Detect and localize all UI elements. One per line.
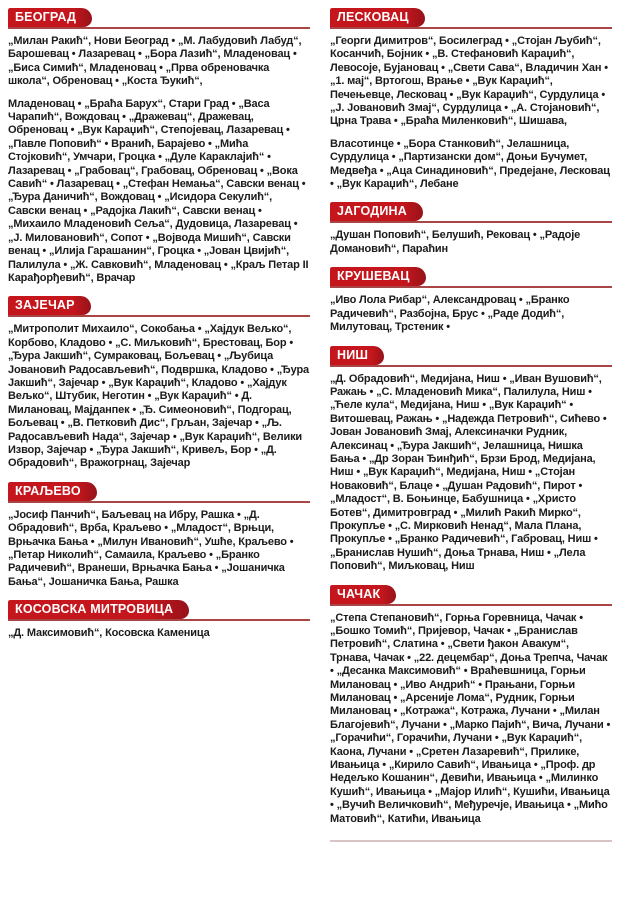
section-cacak [330, 585, 612, 827]
section-title-tab: БЕОГРАД [8, 8, 92, 27]
school-list-paragraph: Власотинце • „Бора Станковић“, Јелашница, Сурдулица • „Партизански дом“, Доњи Бучумет, Медвеђа • „Аца Синадиновић“, Предејане, Лесковац • „Вук Караџић“, Лебане [330, 137, 610, 191]
section-kraljevo [8, 482, 310, 589]
section-header [330, 346, 612, 367]
section-nis [330, 346, 612, 574]
section-header [8, 482, 310, 503]
section-title-tab: ЛЕСКОВАЦ [330, 8, 425, 27]
section-title-tab: ЧАЧАК [330, 585, 396, 604]
two-column-layout [8, 8, 612, 842]
section-header [330, 202, 612, 223]
left-column [8, 8, 310, 842]
bottom-divider [330, 840, 612, 842]
section-jagodina [330, 202, 612, 256]
section-title-tab: КРАЉЕВО [8, 482, 97, 501]
section-header [8, 296, 310, 317]
school-list-paragraph: „Милан Ракић“, Нови Београд • „М. Лабудовић Лабуд“, Барошевац • Лазаревац • „Бора Лазић“, Младеновац • „Биса Симић“, Младеновац • „Прва обреновачка школа“, Обреновац • „Коста Ђукић“, [8, 35, 302, 88]
section-zajecar [8, 296, 310, 470]
school-list-paragraph: „Јосиф Панчић“, Баљевац на Ибру, Рашка • „Д. Обрадовић“, Врба, Краљево • „Младост“, Врњци, Врњачка Бања • „Милун Ивановић“, Ушће, Краљево • „Петар Николић“, Самаила, Краљево • „Бранко Радичевић“, Вранеши, Врњачка Бања • „Јошаничка Бања“, Јошаничка Бања, Рашка [8, 508, 294, 588]
section-header [330, 8, 612, 29]
school-list-paragraph: „Митрополит Михаило“, Сокобања • „Хајдук Вељко“, Корбово, Кладово • „С. Миљковић“, Брестовац, Бор • „Ђура Јакшић“, Сумраковац, Бољевац • „Љубица Јовановић Радосављевић“, Подвршка, Кладово • „Ђура Јакшић“, Зајечар • „Вук Караџић“, Кладово • „Хајдук Вељко“, Штубик, Неготин • „Вук Караџић“ • Д. Милановац, Мајданпек • „Ђ. Симеоновић“, Подгорац, Бољевац • „В. Петковић Дис“, Грљан, Зајечар • „Љ. Радосављевић Нада“, Зајечар • „Вук Караџић“, Велики Извор, Зајечар • „Ђура Јакшић“, Кривељ, Бор • „Д. Обрадовић“, Вражогрнац, Зајечар [8, 323, 309, 470]
section-title-tab: ЗАЈЕЧАР [8, 296, 91, 315]
school-list-paragraph: „Д. Обрадовић“, Медијана, Ниш • „Иван Вушовић“, Ражањ • „С. Младеновић Мика“, Палилула, Ниш • „Ћеле кула“, Медијана, Ниш • „Вук Караџић“ • Витошевац, Ражањ • „Надежда Петровић“, Сићево • Јован Јовановић Змај, Алексиначки Рудник, Алексинац • „Ђура Јакшић“, Јелашница, Нишка Бања • „Др Зоран Ђинђић“, Брзи Брод, Медијана, Ниш • „Вук Караџић“, Медијана, Ниш • „Стојан Новаковић“, Блаце • „Душан Радовић“, Пирот • „Младост“, В. Боњинце, Бабушница • „Христо Ботев“, Димитровград • „Милић Ракић Мирко“, Прокупље • „С. Мирковић Ненад“, Мала Плана, Прокупље • „Бранко Радичевић“, Габровац, Ниш • „Бранислав Нушић“, Доња Трнава, Ниш • „Лела Поповић“, Миљковац, Ниш [330, 372, 607, 573]
section-beograd [8, 8, 310, 285]
school-list-paragraph: „Георги Димитров“, Босилеград • „Стојан Љубић“, Косанчић, Бојник • „В. Стефановић Караџић“, Левосоје, Бујановац • „Свети Сава“, Владичин Хан • „1. мај“, Вртогош, Врање • „Вук Караџић“, Печењевце, Лесковац • „Вук Караџић“, Сурдулица • „Ј. Јовановић Змај“, Сурдулица • „А. Стојановић“, Црна Трава • „Браћа Миленковић“, Шишава, [330, 35, 608, 128]
section-krusevac [330, 267, 612, 334]
section-header [330, 267, 612, 288]
section-title-tab: КРУШЕВАЦ [330, 267, 426, 286]
section-kosovska-mitrovica [8, 600, 310, 640]
section-header [8, 600, 310, 621]
right-column [330, 8, 612, 842]
section-title-tab: НИШ [330, 346, 384, 365]
school-list-paragraph: „Душан Поповић“, Белушић, Рековац • „Радоје Домановић“, Параћин [330, 229, 581, 255]
school-list-paragraph: „Степа Степановић“, Горња Горевница, Чачак • „Бошко Томић“, Пријевор, Чачак • „Бранислав Петровић“, Слатина • „Свети ђакон Авакум“, Трнава, Чачак • „22. децембар“, Доња Трепча, Чачак • „Десанка Максимовић“ • Враћевшница, Горњи Милановац • „Иво Андрић“ • Прањани, Горњи Милановац • „Арсеније Лома“, Рудник, Горњи Милановац • „Котража“, Котража, Лучани • „Милан Благојевић“, Лучани • „Марко Пајић“, Вича, Лучани • „Горачићи“, Горачићи, Лучани • „Вук Караџић“, Каона, Лучани • „Сретен Лазаревић“, Прилике, Ивањица • „Кирило Савић“, Ивањица • „Проф. др Недељко Кошанин“, Девићи, Ивањица • „Милинко Кушић“, Ивањица • „Мајор Илић“, Кушићи, Ивањица • „Вучић Величковић“, Међуречје, Ивањица • „Мићо Матовић“, Катићи, Ивањица [330, 611, 611, 825]
section-title-tab: ЈАГОДИНА [330, 202, 423, 221]
section-title-tab: КОСОВСКА МИТРОВИЦА [8, 600, 189, 619]
section-header [330, 585, 612, 606]
school-list-paragraph: „Иво Лола Рибар“, Александровац • „Бранко Радичевић“, Разбојна, Брус • „Раде Додић“, Милутовац, Трстеник • [330, 294, 570, 334]
section-leskovac [330, 8, 612, 191]
school-list-paragraph: „Д. Максимовић“, Косовска Каменица [8, 627, 210, 640]
school-list-paragraph: Младеновац • „Браћа Барух“, Стари Град • „Васа Чарапић“, Вождовац • „Дражевац“, Дражевац, Обреновац • „Вук Караџић“, Степојевац, Лазаревац • „Павле Поповић“ • Вранић, Барајево • „Мића Стојковић“, Умчари, Гроцка • „Дуле Караклајић“ • Лазаревац • „Грабовац“, Грабовац, Обреновац • „Вока Савић“ • Лазаревац • „Стефан Немања“, Савски венац • „Ђура Даничић“, Вождовац • „Исидора Секулић“, Савски венац • „Радојка Лакић“, Савски венац • „Михаило Младеновић Сеља“, Дудовица, Лазаревац • „Ј. Миловановић“, Сопот • „Војвода Мишић“, Савски венац • „Илија Гарашанин“, Гроцка • „Јован Цвијић“, Палилула • „Ж. Савковић“, Младеновац • „Краљ Петар II Карађорђевић“, Врачар [8, 97, 309, 284]
section-header [8, 8, 310, 29]
